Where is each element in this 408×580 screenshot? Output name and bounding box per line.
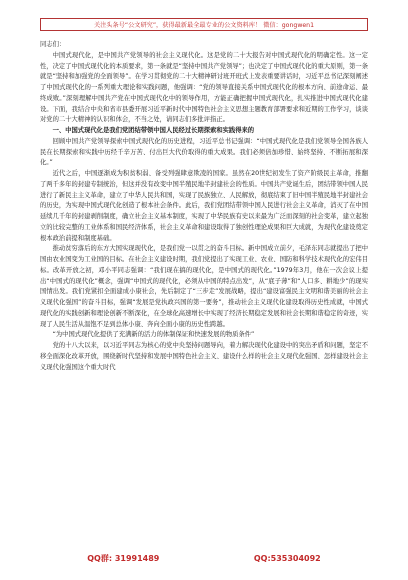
qq-group-number: QQ群: 31991489 (87, 553, 160, 563)
paragraph-4: 推动贫穷落后的东方大国实现现代化，是我们党一以贯之的奋斗目标。新中国成立前夕，毛泽东同志就提出了把中国由农业国变为工业国的目标。在社会主义建设时期，我们党提出了实现工业、农业、国防和科学技术现代化的宏伟目标。改革开放之初，邓小平同志强调：“我们现在搞的现代化，是中国式的现代化。”1979年3月，他在一次会议上提出“中国式的现代化”概念，强调“中国式的现代化，必须从中国的特点出发”，从“底子薄”和“人口多、耕地少”的现实国情出发。我们党紧扣全面建成小康社会，先后制定了“三步走”发展战略，提出“建设富强民主文明和谐美丽的社会主义现代化强国”的奋斗目标，强调“发展是党执政兴国的第一要务”，推动社会主义现代化建设取得历史性成就，中国式现代化的实践创新和理论创新不断深化，在全球化高速增长中实现了经济长期稳定发展和社会长期和谐稳定的奇迹，实现了人民生活从温饱不足到总体小康、奔向全面小康的历史性跨越。 (40, 245, 368, 328)
document-body (40, 40, 368, 540)
page-footer (40, 551, 368, 565)
paragraph-intro: 中国式现代化，是中国共产党领导的社会主义现代化。这是党的二十大报告对中国式现代化的明确定性。这一定性，决定了中国式现代化的本质要求，第一条就是“坚持中国共产党领导”；也决定了中国式现代化的重大原则，第一条就是“坚持和加强党的全面领导”。在学习贯彻党的二十大精神研讨班开班式上发表重要讲话时，习近平总书记深刻阐述了中国式现代化的一系列重大理论和实践问题，他强调：“党的领导直接关系中国式现代化的根本方向、前途命运、最终成败。”深刻理解中国共产党在中国式现代化中的领导作用，方能正确把握中国式现代化，扎实推进中国式现代化建设。下面，我结合中央和省市县委开展习近平新时代中国特色社会主义思想主题教育部署要求和近期的工作学习，谈谈对党的二十大精神的认识和体会，不当之处，请同志们多批评指正。 (40, 51, 368, 124)
paragraph-5: “为中国式现代化提供了充满新的活力的体制保证和快速发展的物质条件” (52, 331, 255, 339)
salutation: 同志们： (40, 41, 66, 48)
promo-banner-text: 关注头条号“公文研究”，获得最新最全最专业的公文资料库！ 微信：gongwen1 (93, 22, 315, 29)
paragraph-3: 近代之后，中国逐渐成为积贫积弱、备受列强肆意欺凌的国家。虽然在20世纪初发生了资产阶级民主革命，推翻了两千多年的封建专制统治，但这并没有改变中国半殖民地半封建社会的性质。中国共产党诞生后，团结带领中国人民进行了新民主主义革命，建立了中华人民共和国，实现了民族独立、人民解放，彻底结束了旧中国半殖民地半封建社会的历史，为实现中国式现代化创造了根本社会条件。此后，我们党团结带领中国人民进行社会主义革命，消灭了在中国延续几千年的封建剥削制度，确立社会主义基本制度，实现了中华民族有史以来最为广泛而深刻的社会变革，建立起独立的比较完整的工业体系和国民经济体系，社会主义革命和建设取得了独创性理论成果和巨大成就，为现代化建设奠定根本政治前提和制度基础。 (40, 170, 368, 242)
qq-number: QQ:535304092 (253, 553, 321, 563)
paragraph-6: 党的十八大以来，以习近平同志为核心的党中央坚持问题导向，着力解决现代化建设中的突出矛盾和问题，坚定不移全面深化改革开放，围绕新时代坚持和发展中国特色社会主义、建设什么样的社会主义现代化强国、怎样建设社会主义现代化强国这个重大时代 (40, 342, 368, 371)
promo-banner (40, 18, 368, 31)
section-heading-1: 一、中国式现代化是我们党团结带领中国人民经过长期探索和实践得来的 (52, 127, 255, 134)
paragraph-2: 回顾中国共产党领导探索中国式现代化的历史进程，习近平总书记强调：“中国式现代化是我们党领导全国各族人民在长期探索和实践中历经千辛万苦、付出巨大代价取得的重大成果。我们必须倍加珍惜、始终坚持、不断拓展和深化。” (40, 137, 368, 167)
